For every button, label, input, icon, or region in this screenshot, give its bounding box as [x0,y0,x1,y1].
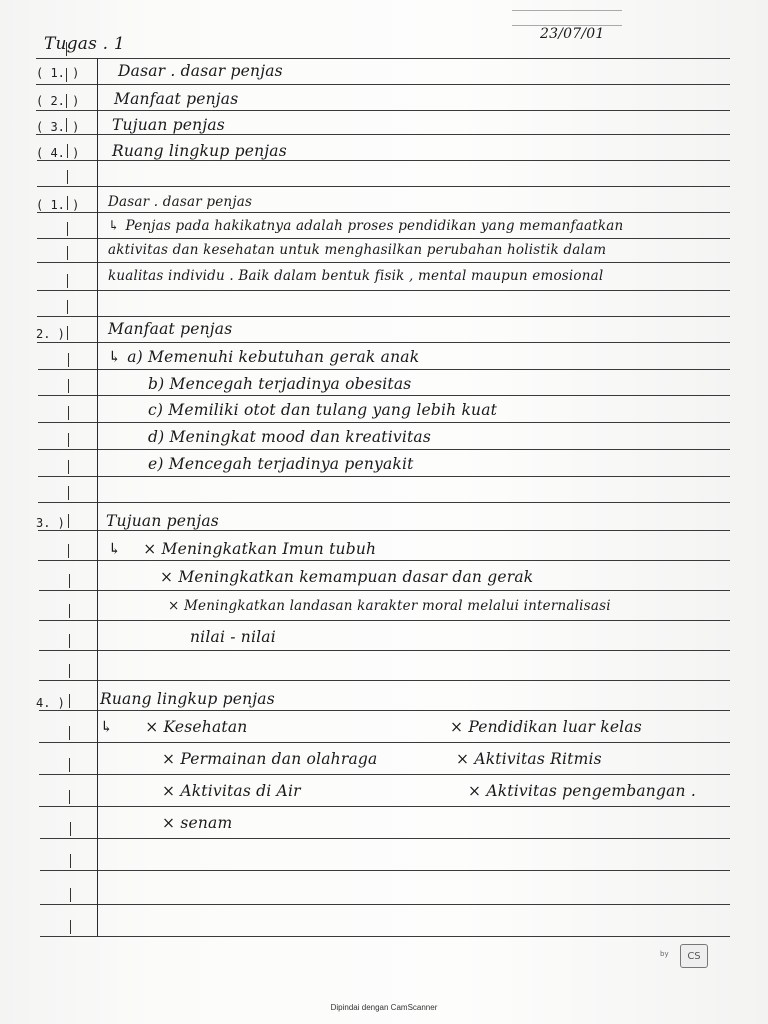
ruled-line [37,262,730,263]
margin-bracket [69,634,70,648]
scanner-watermark: Dipindai dengan CamScanner [330,1003,438,1012]
margin-bracket [70,854,71,868]
margin-bracket [69,758,70,772]
margin-bracket [68,433,69,447]
margin-bracket [70,920,71,934]
section-1-line-1: ↳ Penjas pada hakikatnya adalah proses pendidikan yang memanfaatkan [108,218,624,234]
ruled-line [39,806,730,807]
ruled-line [40,936,730,937]
ruled-line [38,395,730,396]
ruled-line [39,680,730,681]
hook-arrow-icon: ↳ [108,348,122,366]
toc-number-4: ( 4. ) [36,146,80,160]
section-1-heading: Dasar . dasar penjas [108,194,253,210]
margin-bracket [69,574,70,588]
ruled-line [38,530,730,531]
ruled-line [37,238,730,239]
margin-bracket [67,274,68,288]
margin-bracket [68,460,69,474]
toc-item-3: Tujuan penjas [112,116,225,134]
toc-number-2: ( 2. ) [36,94,80,108]
section-3-heading: Tujuan penjas [106,512,219,530]
ruled-line [38,369,731,370]
ruled-line [37,290,730,291]
ruled-line [37,160,731,161]
scanner-by-mark: by [660,950,669,958]
section-4-right-3: × Aktivitas pengembangan . [468,782,696,800]
toc-item-1: Dasar . dasar penjas [118,62,283,80]
camscanner-logo-icon: CS [680,944,708,968]
section-2-heading: Manfaat penjas [108,320,233,338]
ruled-line [38,422,730,423]
margin-bracket [68,353,69,367]
toc-number-1: ( 1. ) [36,66,80,80]
margin-bracket [68,544,69,558]
ruled-line [40,838,731,839]
ruled-line [36,110,730,111]
section-3-item-3: × Meningkatkan landasan karakter moral melalui internalisasi [168,598,611,614]
section-3-item-3-cont: nilai - nilai [190,628,276,646]
section-1-number: ( 1. ) [36,198,80,212]
section-2-item-c: c) Memiliki otot dan tulang yang lebih kuat [148,401,498,419]
ruled-line [39,590,731,591]
section-2-item-e: e) Mencegah terjadinya penyakit [148,455,414,473]
ruled-line [38,502,730,503]
section-1-line-3: kualitas individu . Baik dalam bentuk fisik , mental maupun emosional [108,268,604,284]
toc-item-2: Manfaat penjas [114,90,239,108]
section-4-heading: Ruang lingkup penjas [100,690,275,708]
section-2-item-b: b) Mencegah terjadinya obesitas [148,375,412,393]
section-4-number: 4. ) [36,696,65,710]
hook-arrow-icon: ↳ [108,540,122,558]
margin-bracket [67,300,68,314]
ruled-line [39,710,730,711]
ruled-line [40,904,730,905]
section-3-item-2: × Meningkatkan kemampuan dasar dan gerak [160,568,534,586]
margin-bracket [67,222,68,236]
ruled-line [39,742,730,743]
ruled-line [39,650,730,651]
ruled-line [37,212,730,213]
margin-bracket [70,822,71,836]
section-2-item-d: d) Meningkat mood dan kreativitas [148,428,431,446]
page-title: Tugas . 1 [44,34,125,54]
hook-arrow-icon: ↳ [100,718,114,736]
ruled-line [40,870,730,871]
page-date: 23/07/01 [540,26,605,42]
section-2-number: 2. ) [36,327,65,341]
ruled-line [37,316,730,317]
ruled-line [39,620,730,621]
section-4-left-3: × Aktivitas di Air [162,782,301,800]
toc-number-3: ( 3. ) [36,120,80,134]
margin-bracket [69,604,70,618]
ruled-line [36,58,730,59]
section-4-left-1: ↳ × Kesehatan [100,718,248,736]
margin-bracket [67,246,68,260]
section-3-item-1: ↳ × Meningkatkan Imun tubuh [108,540,377,558]
section-4-left-2: × Permainan dan olahraga [162,750,378,768]
margin-bracket [67,170,68,184]
section-4-right-2: × Aktivitas Ritmis [456,750,602,768]
ruled-line [38,476,730,477]
ruled-line [39,774,730,775]
ruled-line [37,186,730,187]
margin-bracket [69,790,70,804]
section-1-line-2: aktivitas dan kesehatan untuk menghasilkan perubahan holistik dalam [108,242,607,258]
ruled-line [36,84,730,85]
section-4-right-1: × Pendidikan luar kelas [450,718,642,736]
margin-bracket [68,379,69,393]
margin-bracket [69,726,70,740]
ruled-line [36,134,730,135]
section-4-left-4: × senam [162,814,233,832]
ruled-line [37,342,730,343]
margin-bracket [68,406,69,420]
margin-bracket [69,664,70,678]
margin-bracket [70,888,71,902]
hook-arrow-icon: ↳ [108,218,120,234]
margin-line [97,58,98,936]
ruled-line [38,449,730,450]
ruled-line [38,560,730,561]
toc-item-4: Ruang lingkup penjas [112,142,287,160]
section-2-item-a: ↳ a) Memenuhi kebutuhan gerak anak [108,348,420,366]
section-3-number: 3. ) [36,516,65,530]
margin-bracket [68,486,69,500]
